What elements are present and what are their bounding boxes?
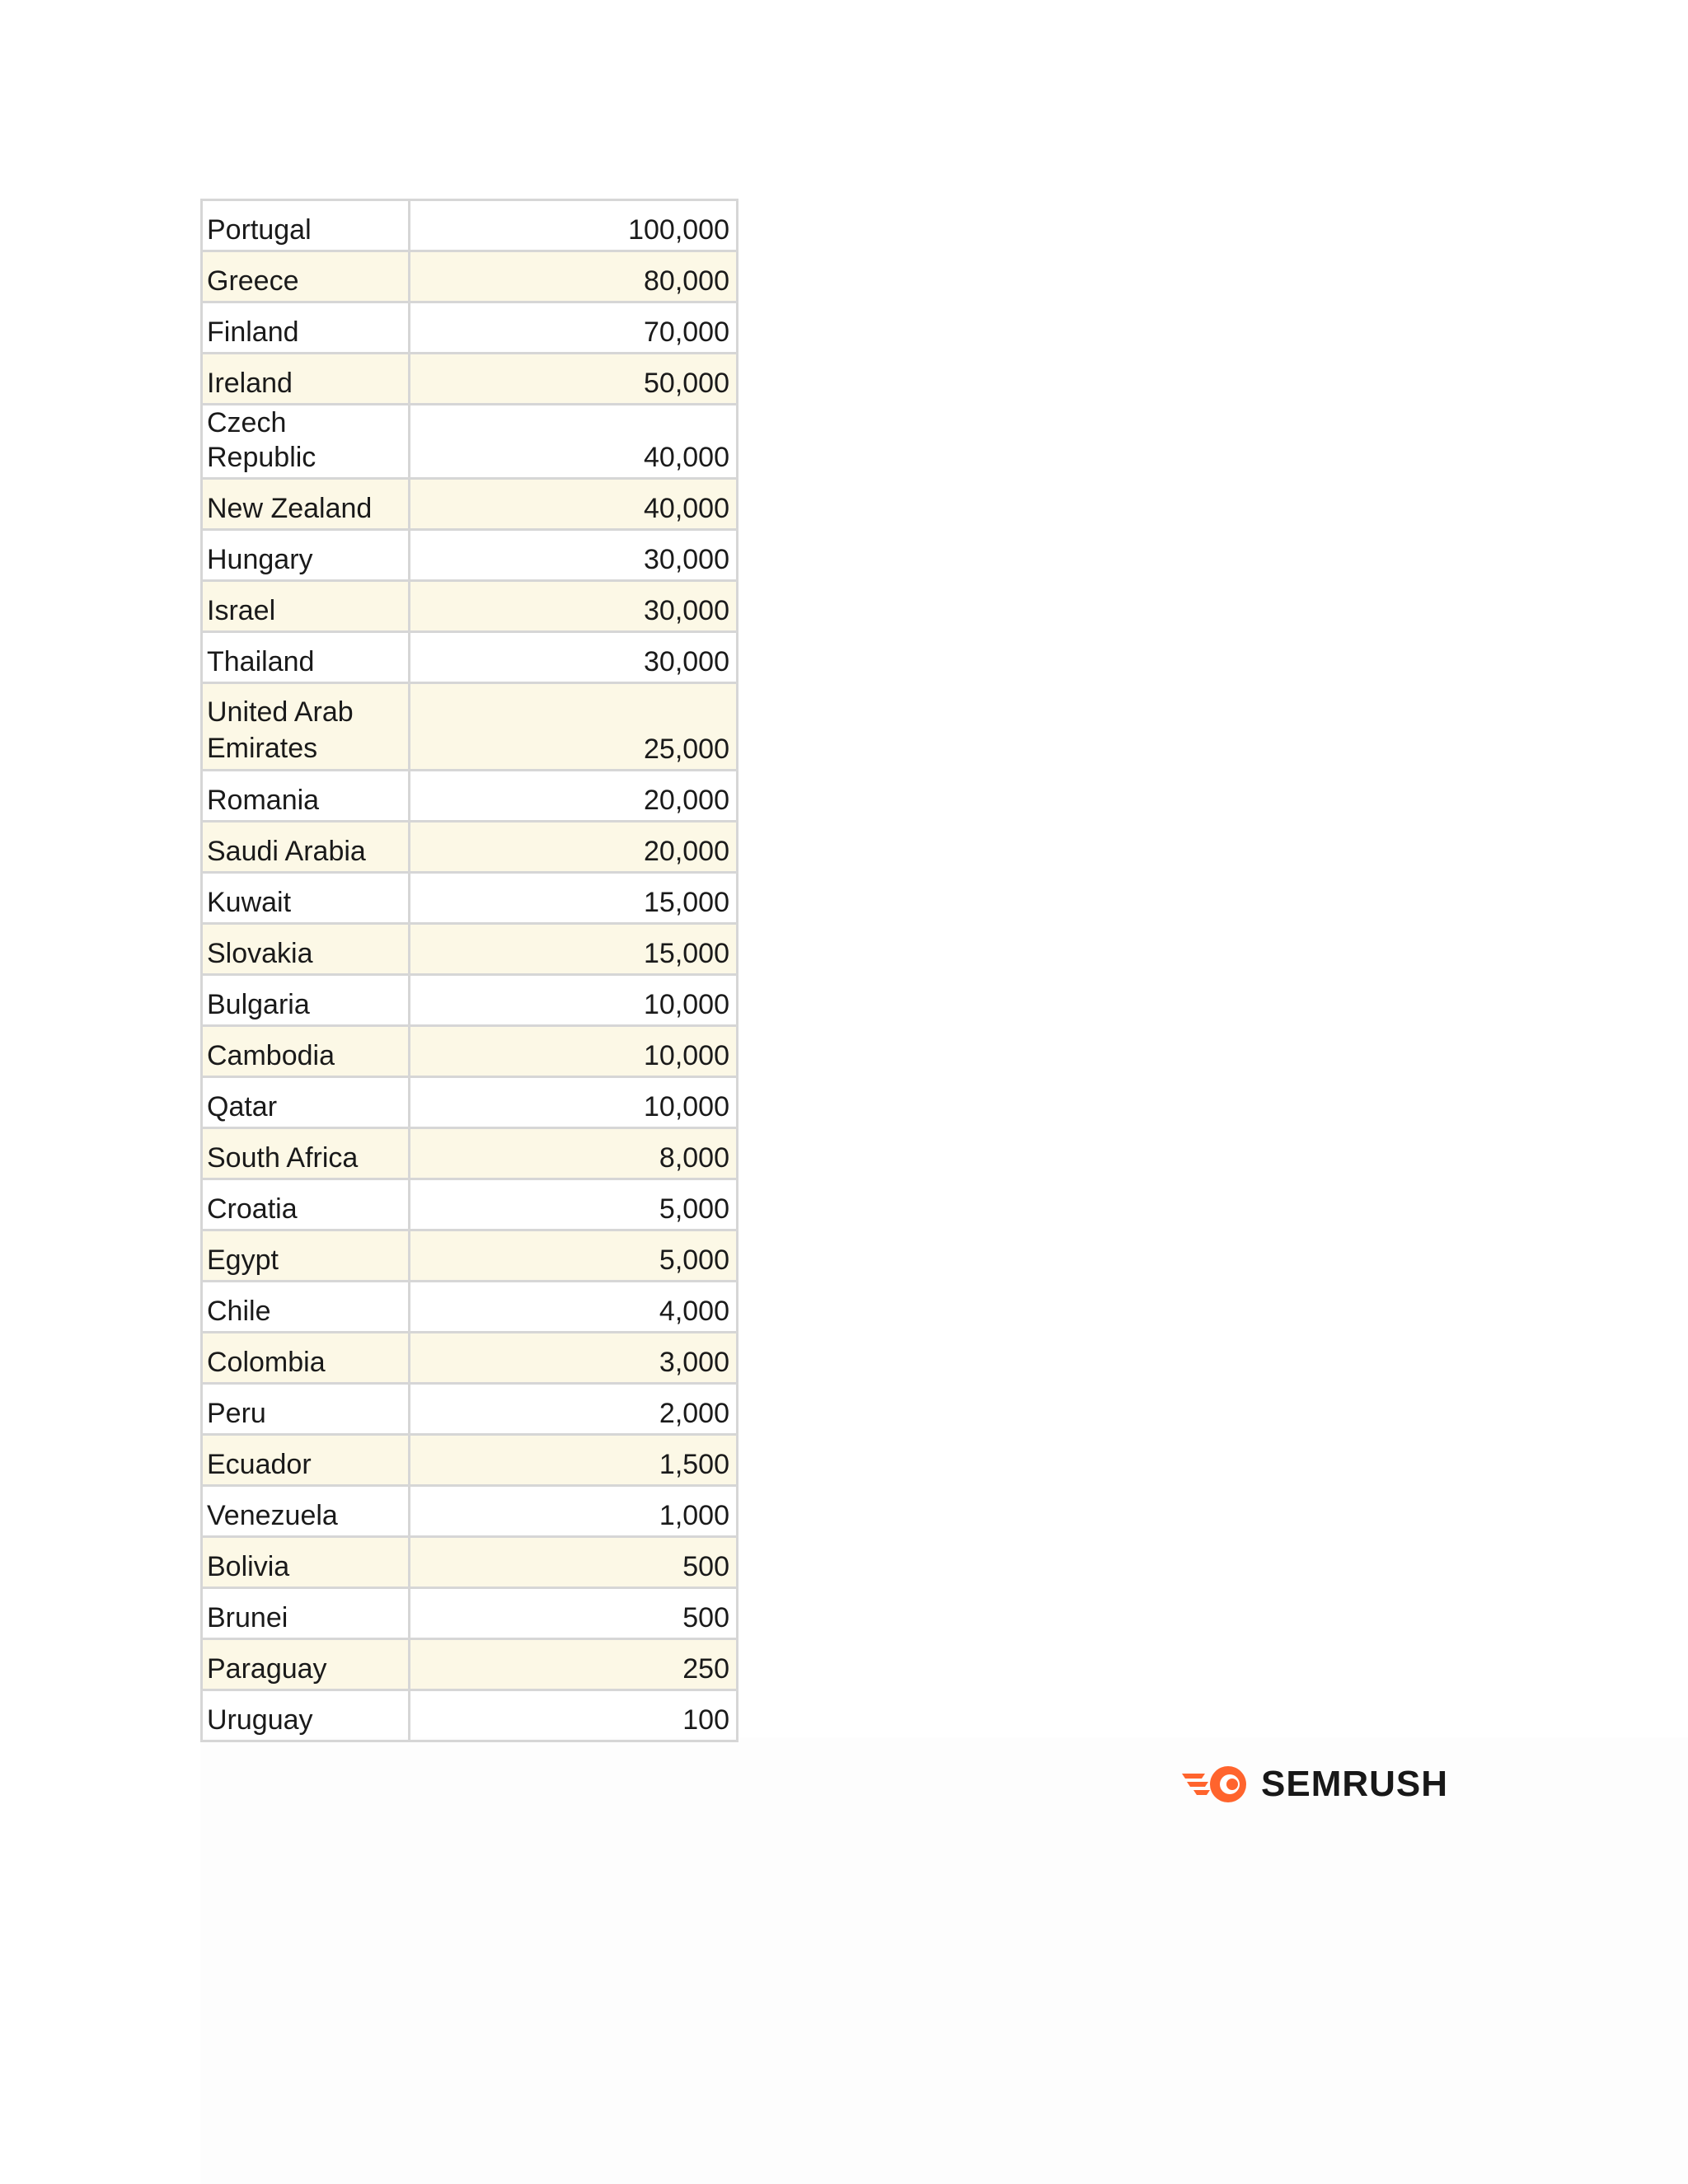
country-cell: Finland <box>202 302 410 354</box>
country-value-table <box>200 199 738 1742</box>
country-cell: Qatar <box>202 1077 410 1128</box>
country-cell: Venezuela <box>202 1486 410 1537</box>
value-cell: 10,000 <box>410 1077 738 1128</box>
table-row <box>202 822 738 873</box>
table-row <box>202 1588 738 1639</box>
value-cell: 40,000 <box>410 479 738 530</box>
country-cell: Thailand <box>202 632 410 683</box>
value-cell: 250 <box>410 1639 738 1690</box>
country-cell: Bulgaria <box>202 975 410 1026</box>
value-cell: 2,000 <box>410 1384 738 1435</box>
table-row <box>202 1282 738 1333</box>
country-cell: Ecuador <box>202 1435 410 1486</box>
country-cell: Hungary <box>202 530 410 581</box>
value-cell: 80,000 <box>410 251 738 302</box>
table-row <box>202 200 738 251</box>
table-row <box>202 1128 738 1179</box>
value-cell: 50,000 <box>410 354 738 405</box>
value-cell: 70,000 <box>410 302 738 354</box>
value-cell: 25,000 <box>410 683 738 771</box>
country-cell: Czech Republic <box>202 405 410 479</box>
country-cell: Egypt <box>202 1230 410 1282</box>
value-cell: 100,000 <box>410 200 738 251</box>
value-cell: 4,000 <box>410 1282 738 1333</box>
country-cell: Bolivia <box>202 1537 410 1588</box>
country-cell: Uruguay <box>202 1690 410 1741</box>
country-cell: Greece <box>202 251 410 302</box>
country-cell: Romania <box>202 771 410 822</box>
value-cell: 5,000 <box>410 1179 738 1230</box>
table-row <box>202 1179 738 1230</box>
semrush-logo <box>1180 1761 1448 1807</box>
value-cell: 10,000 <box>410 1026 738 1077</box>
country-cell: Cambodia <box>202 1026 410 1077</box>
country-cell: New Zealand <box>202 479 410 530</box>
value-cell: 8,000 <box>410 1128 738 1179</box>
country-cell: Peru <box>202 1384 410 1435</box>
country-cell: Colombia <box>202 1333 410 1384</box>
table-row <box>202 1230 738 1282</box>
table-row <box>202 1077 738 1128</box>
value-cell: 30,000 <box>410 530 738 581</box>
page-background-shade <box>200 1737 1688 2184</box>
table-row <box>202 975 738 1026</box>
country-cell: Saudi Arabia <box>202 822 410 873</box>
table-row <box>202 873 738 924</box>
table-row <box>202 1639 738 1690</box>
country-cell: Brunei <box>202 1588 410 1639</box>
value-cell: 20,000 <box>410 771 738 822</box>
country-cell: Ireland <box>202 354 410 405</box>
semrush-flame-icon <box>1180 1764 1253 1805</box>
value-cell: 30,000 <box>410 632 738 683</box>
table-row <box>202 1690 738 1741</box>
table-row <box>202 251 738 302</box>
table-row <box>202 1026 738 1077</box>
value-cell: 500 <box>410 1588 738 1639</box>
country-cell: Chile <box>202 1282 410 1333</box>
table-row <box>202 581 738 632</box>
country-cell: Slovakia <box>202 924 410 975</box>
value-cell: 1,500 <box>410 1435 738 1486</box>
value-cell: 1,000 <box>410 1486 738 1537</box>
table-row <box>202 1486 738 1537</box>
country-cell: United Arab Emirates <box>202 683 410 771</box>
table-row <box>202 1537 738 1588</box>
value-cell: 40,000 <box>410 405 738 479</box>
country-cell: Croatia <box>202 1179 410 1230</box>
table-row <box>202 683 738 771</box>
value-cell: 3,000 <box>410 1333 738 1384</box>
value-cell: 15,000 <box>410 873 738 924</box>
value-cell: 500 <box>410 1537 738 1588</box>
table-row <box>202 1384 738 1435</box>
value-cell: 15,000 <box>410 924 738 975</box>
country-cell: Portugal <box>202 200 410 251</box>
table-row <box>202 302 738 354</box>
value-cell: 20,000 <box>410 822 738 873</box>
value-cell: 100 <box>410 1690 738 1741</box>
table-row <box>202 1435 738 1486</box>
table-row <box>202 924 738 975</box>
value-cell: 30,000 <box>410 581 738 632</box>
country-cell: South Africa <box>202 1128 410 1179</box>
table-row <box>202 354 738 405</box>
table-row <box>202 530 738 581</box>
value-cell: 10,000 <box>410 975 738 1026</box>
country-cell: Paraguay <box>202 1639 410 1690</box>
table-row <box>202 479 738 530</box>
table-row <box>202 632 738 683</box>
semrush-wordmark: SEMRUSH <box>1261 1764 1449 1804</box>
value-cell: 5,000 <box>410 1230 738 1282</box>
country-cell: Israel <box>202 581 410 632</box>
table-row <box>202 405 738 479</box>
country-cell: Kuwait <box>202 873 410 924</box>
table-row <box>202 1333 738 1384</box>
table-row <box>202 771 738 822</box>
